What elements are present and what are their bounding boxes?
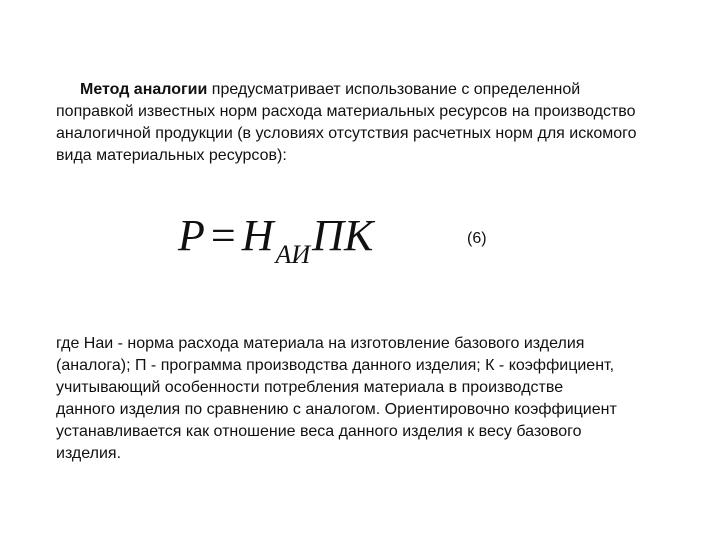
formula-subscript: АИ	[275, 240, 311, 269]
intro-line-1	[56, 79, 637, 101]
formula-h: Н	[241, 211, 274, 260]
explanation-line: данного изделия по сравнению с аналогом. Ориентировочно коэффициент	[56, 401, 617, 418]
explanation-line: изделия.	[56, 445, 122, 462]
intro-line-1-rest: предусматривает использование с определенной	[207, 81, 581, 98]
formula-equals: =	[210, 211, 236, 260]
explanation-line: где Наи - норма расхода материала на изготовление базового изделия	[56, 335, 585, 352]
explanation-paragraph	[56, 333, 617, 465]
intro-line-2: поправкой известных норм расхода материальных ресурсов на производство	[56, 103, 636, 120]
formula-rhs: ПК	[312, 211, 374, 260]
formula	[178, 208, 373, 270]
formula-lhs: Р	[178, 211, 205, 260]
explanation-line: устанавливается как отношение веса данного изделия к весу базового	[56, 423, 582, 440]
method-term: Метод аналогии	[80, 81, 208, 98]
intro-line-3: аналогичной продукции (в условиях отсутствия расчетных норм для искомого	[56, 125, 637, 142]
explanation-line: учитывающий особенности потребления материала в производстве	[56, 379, 564, 396]
intro-paragraph	[56, 79, 637, 167]
equation-number: (6)	[467, 230, 487, 247]
explanation-line: (аналога); П - программа производства данного изделия; К - коэффициент,	[56, 357, 615, 374]
intro-line-4: вида материальных ресурсов):	[56, 147, 287, 164]
